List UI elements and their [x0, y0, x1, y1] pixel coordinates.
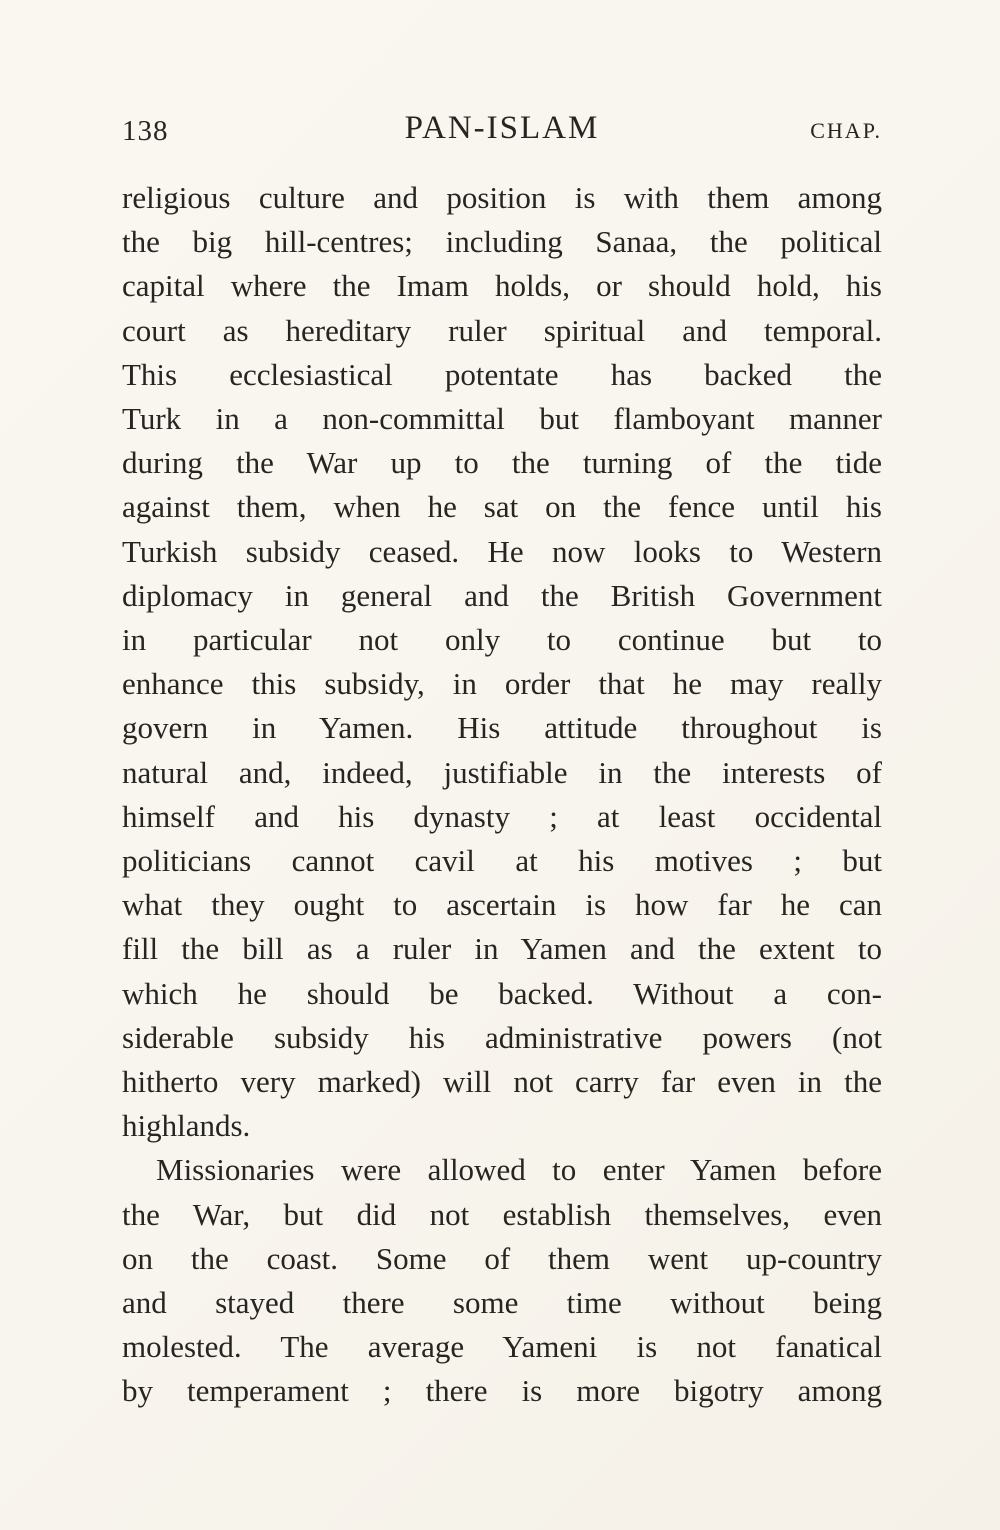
text-line: religious culture and position is with them among [122, 180, 882, 215]
paragraph [122, 1148, 882, 1413]
running-title: PAN-ISLAM [404, 110, 600, 146]
text-line: govern in Yamen. His attitude throughout is [122, 710, 882, 746]
text-line: during the War up to the turning of the tide [122, 445, 882, 481]
text-line: against them, when he sat on the fence until his [122, 489, 882, 525]
text-line: This ecclesiastical potentate has backed the [122, 356, 882, 392]
text-line: siderable subsidy his administrative powers (not [122, 1019, 882, 1055]
text-line: and stayed there some time without being [122, 1285, 882, 1321]
text-line: highlands. [122, 1108, 251, 1144]
text-line: Missionaries were allowed to enter Yamen before [156, 1152, 882, 1188]
text-line: in particular not only to continue but to [122, 622, 882, 658]
text-line: capital where the Imam holds, or should hold, his [122, 268, 882, 304]
text-line: natural and, indeed, justifiable in the interests of [122, 754, 882, 790]
body-text [122, 176, 882, 1414]
text-line: himself and his dynasty ; at least occidental [122, 798, 882, 834]
text-line: the War, but did not establish themselves, even [122, 1196, 882, 1232]
text-line: molested. The average Yameni is not fanatical [122, 1329, 882, 1365]
page-number: 138 [122, 115, 169, 147]
text-line: hitherto very marked) will not carry far even in the [122, 1064, 882, 1100]
text-line: the big hill-centres; including Sanaa, the political [122, 224, 882, 260]
text-line: what they ought to ascertain is how far he can [122, 887, 882, 923]
text-line: Turkish subsidy ceased. He now looks to Western [122, 533, 882, 569]
text-line: court as hereditary ruler spiritual and temporal. [122, 312, 882, 348]
text-line: politicians cannot cavil at his motives ; but [122, 843, 882, 879]
chapter-label: CHAP. [810, 118, 882, 143]
text-line: diplomacy in general and the British Government [122, 577, 882, 613]
paragraph [122, 176, 882, 1148]
text-line: fill the bill as a ruler in Yamen and the extent to [122, 931, 882, 967]
text-line: which he should be backed. Without a con- [122, 975, 882, 1011]
text-line: by temperament ; there is more bigotry among [122, 1373, 882, 1409]
text-line: enhance this subsidy, in order that he may really [122, 666, 882, 702]
text-line: on the coast. Some of them went up-country [122, 1240, 882, 1276]
text-line: Turk in a non-committal but flamboyant manner [122, 401, 882, 437]
page-header [122, 110, 882, 154]
